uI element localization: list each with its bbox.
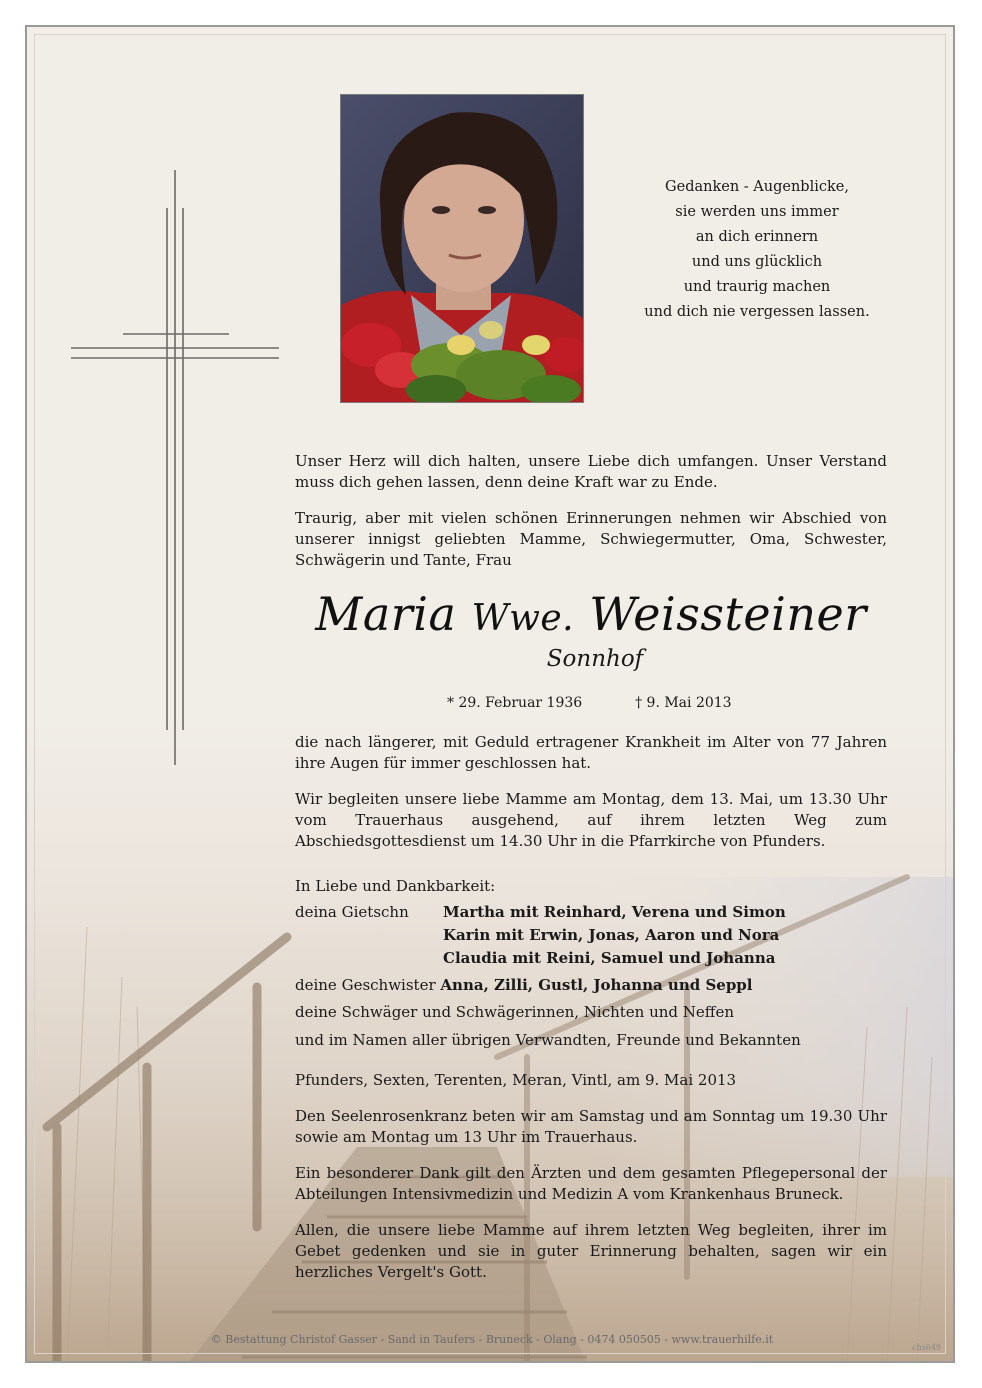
death-date: † 9. Mai 2013: [635, 695, 732, 711]
closing-section: [295, 1070, 887, 1283]
others-row: und im Namen aller übrigen Verwandten, Freunde und Bekannten: [295, 1031, 801, 1049]
children-row-2: [295, 924, 779, 947]
life-dates: [447, 693, 767, 713]
closing-paragraph: Allen, die unsere liebe Mamme auf ihrem letzten Weg begleiten, ihrer im Gebet gedenken und sie in guter Erinnerung behalten, sagen wir ein herzliches Vergelt's Gott.: [295, 1221, 887, 1281]
intro-section: [295, 451, 887, 571]
birth-date: * 29. Februar 1936: [447, 695, 583, 711]
body-paragraph-1: die nach längerer, mit Geduld ertragener Krankheit im Alter von 77 Jahren ihre Augen für immer geschlossen hat.: [295, 733, 887, 772]
portrait-photo: [340, 94, 584, 403]
intro-paragraph-1: Unser Herz will dich halten, unsere Liebe dich umfangen. Unser Verstand muss dich gehen lassen, denn deine Kraft war zu Ende.: [295, 452, 887, 491]
cross-icon: [71, 170, 283, 765]
body-section: [295, 732, 887, 852]
in-laws-row: deine Schwäger und Schwägerinnen, Nichten und Neffen: [295, 1003, 734, 1021]
thanks-paragraph: Ein besonderer Dank gilt den Ärzten und dem gesamten Pflegepersonal der Abteilungen Intensivmedizin und Medizin A vom Krankenhaus Bruneck.: [295, 1164, 887, 1203]
siblings-row: [295, 974, 753, 997]
obituary-card: [25, 25, 955, 1363]
deceased-name: [295, 584, 887, 649]
children-line: Claudia mit Reini, Samuel und Johanna: [443, 949, 776, 967]
rosary-notice: Den Seelenrosenkranz beten wir am Samstag und am Sonntag um 19.30 Uhr sowie am Montag um 13 Uhr im Trauerhaus.: [295, 1107, 887, 1146]
children-row-3: [295, 947, 775, 970]
portrait-image: [341, 95, 584, 403]
siblings-names: Anna, Zilli, Gustl, Johanna und Seppl: [440, 976, 753, 994]
widow-title: Wwe.: [471, 598, 575, 639]
poem-line: sie werden uns immer: [675, 204, 839, 220]
first-name: Maria: [315, 587, 457, 641]
footer-copyright: © Bestattung Christof Gasser - Sand in Taufers - Bruneck - Olang - 0474 050505 - www.trauerhilfe.it: [210, 1333, 774, 1346]
children-line: Karin mit Erwin, Jonas, Aaron und Nora: [443, 926, 780, 944]
poem-line: und traurig machen: [683, 279, 831, 295]
poem-line: und dich nie vergessen lassen.: [644, 304, 870, 320]
children-label: deina Gietschn: [295, 903, 409, 921]
place-date: Pfunders, Sexten, Terenten, Meran, Vintl, am 9. Mai 2013: [295, 1071, 737, 1089]
intro-paragraph-2: Traurig, aber mit vielen schönen Erinnerungen nehmen wir Abschied von unserer innigst geliebten Mamme, Schwiegermutter, Oma, Schwester, Schwägerin und Tante, Frau: [295, 509, 887, 569]
mourners-heading: In Liebe und Dankbarkeit:: [295, 877, 496, 895]
poem-line: an dich erinnern: [695, 229, 819, 245]
poem-line: Gedanken - Augenblicke,: [665, 179, 849, 195]
body-paragraph-2: Wir begleiten unsere liebe Mamme am Montag, dem 13. Mai, um 13.30 Uhr vom Trauerhaus ausgehend, auf ihrem letzten Weg zum Abschiedsgottesdienst um 14.30 Uhr in die Pfarrkirche von Pfunders.: [295, 790, 887, 850]
children-row-1: [295, 901, 786, 924]
last-name: Weissteiner: [589, 587, 867, 641]
poem-line: und uns glücklich: [691, 254, 823, 270]
document-code: chs649: [911, 1343, 941, 1352]
siblings-label: deine Geschwister: [295, 976, 436, 994]
poem: [607, 175, 907, 325]
children-line: Martha mit Reinhard, Verena und Simon: [443, 903, 786, 921]
farm-name: Sonnhof: [546, 646, 644, 672]
